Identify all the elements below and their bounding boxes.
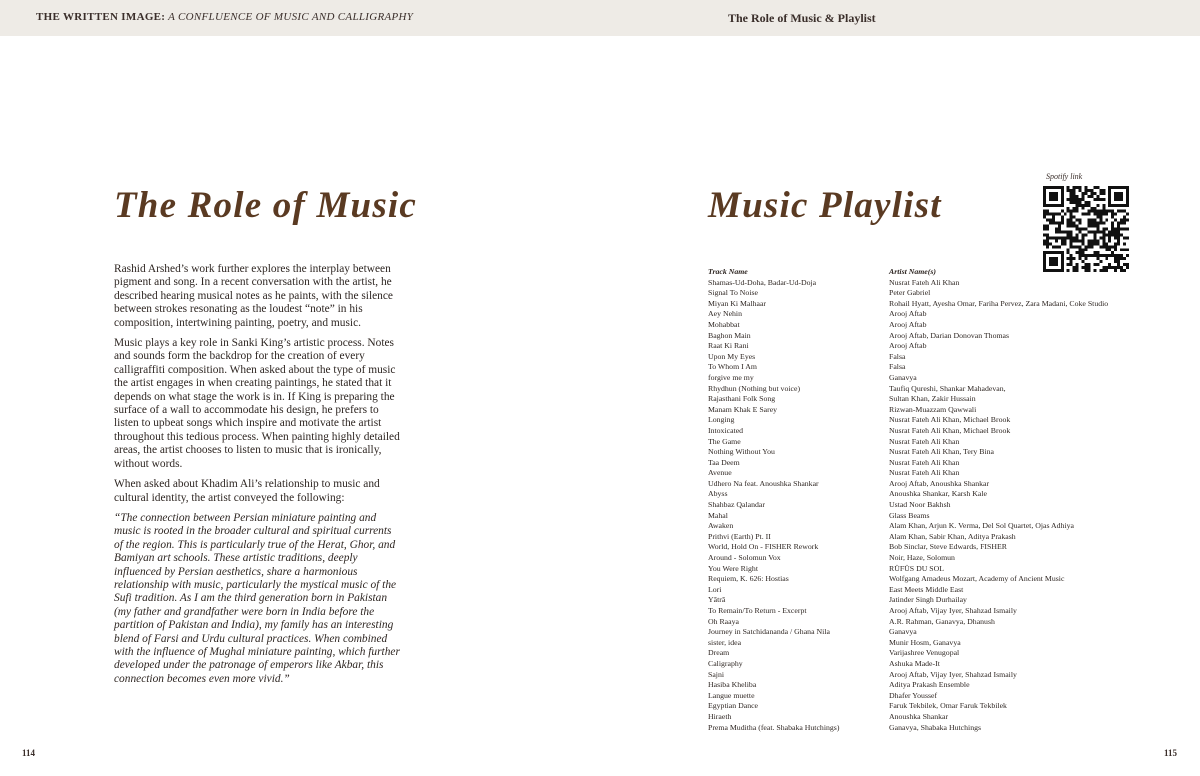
track-name: Journey in Satchidananda / Ghana Nila [708,627,830,637]
artist-name: Varijashree Venugopal [889,648,960,658]
artist-name: Faruk Tekbilek, Omar Faruk Tekbilek [889,701,1007,711]
artist-name: Alam Khan, Sabir Khan, Aditya Prakash [889,531,1016,541]
artist-name: Nusrat Fateh Ali Khan, Michael Brook [889,415,1011,425]
left-page-title: The Role of Music [114,185,418,226]
track-name-header: Track Name [708,267,748,276]
track-name: Mahal [708,510,728,520]
track-name: Egyptian Dance [708,701,759,711]
artist-name: Arooj Aftab [889,319,927,329]
artist-name: Sultan Khan, Zakir Hussain [889,394,976,404]
track-name: Shamas-Ud-Doha, Badar-Ud-Doja [708,277,817,287]
page-number-left: 114 [22,748,36,758]
track-name: To Remain/To Return - Excerpt [708,606,807,615]
artist-name-header: Artist Name(s) [889,267,936,276]
track-name: Longing [708,415,735,425]
track-name: sister, idea [708,637,742,647]
track-name: Baghon Main [708,330,751,340]
artist-name: Nusrat Fateh Ali Khan, Michael Brook [889,425,1011,435]
artist-name: Arooj Aftab [889,309,927,319]
track-name: Sajni [708,669,725,679]
track-name: Rhydhun (Nothing but voice) [708,383,801,393]
track-name: Awaken [708,521,734,531]
artist-name: Glass Beams [889,510,930,520]
artist-name: Taufiq Qureshi, Shankar Mahadevan, [889,383,1006,393]
artist-name: Nusrat Fateh Ali Khan, Tery Bina [889,447,994,457]
track-name: Upon My Eyes [708,351,756,361]
body-paragraph: When asked about Khadim Ali’s relationship to music and cultural identity, the artist conveyed the following: [114,478,380,504]
artist-name: RÜFÜS DU SOL [889,563,945,573]
book-title-main: THE WRITTEN IMAGE: [36,11,166,23]
track-name: World, Hold On - FISHER Rework [708,542,819,552]
spotify-link-label: Spotify link [1046,172,1083,181]
left-page-body [114,263,400,693]
artist-name: Ganavya [889,627,917,637]
track-name: To Whom I Am [708,362,757,372]
artist-name: Jatinder Singh Durhailay [889,595,967,605]
artist-name: East Meets Middle East [889,584,964,594]
track-name: Dream [708,648,730,658]
artist-name: Nusrat Fateh Ali Khan [889,457,960,467]
artist-name: Arooj Aftab, Darian Donovan Thomas [889,330,1010,340]
track-name: Intoxicated [708,425,744,435]
track-name: Hasiba Kheliba [708,680,757,690]
artist-name: Rizwan-Muazzam Qawwali [889,404,977,414]
track-name: Mohabbat [708,319,740,329]
track-name: Requiem, K. 626: Hostias [708,574,789,584]
artist-name: Alam Khan, Arjun K. Verma, Del Sol Quartet, Ojas Adhiya [889,521,1075,531]
artist-name: Peter Gabriel [889,288,931,298]
track-name: The Game [708,436,741,446]
spotify-qr-code[interactable] [1043,186,1129,272]
artist-name: Ustad Noor Bakhsh [889,500,951,510]
running-header-book-title [36,11,413,23]
artist-name: A.R. Rahman, Ganavya, Dhanush [889,616,995,626]
artist-name: Arooj Aftab, Vijay Iyer, Shahzad Ismaily [889,606,1017,615]
track-name: Manam Khak E Sarey [708,404,778,414]
track-name: Hiraeth [708,711,732,721]
right-page-title: Music Playlist [708,185,942,226]
artist-name: Dhafer Youssef [889,690,938,700]
track-name: Shahbaz Qalandar [708,500,765,510]
page-number-right: 115 [1164,748,1178,758]
track-name: Caligraphy [708,658,743,668]
track-name: Abyss [708,489,728,499]
track-name: Prema Muditha (feat. Shabaka Hutchings) [708,722,840,732]
running-header-section-title: The Role of Music & Playlist [728,11,876,25]
track-name: Lori [708,584,722,594]
track-name: Raat Ki Rani [708,341,749,351]
artist-name: Ganavya, Shabaka Hutchings [889,722,982,732]
artist-name: Ashuka Made-It [889,658,940,668]
track-name: Udhero Na feat. Anoushka Shankar [708,478,819,488]
artist-name: Rohail Hyatt, Ayesha Omar, Fariha Pervez, Zara Madani, Coke Studio [889,298,1109,308]
artist-name: Bob Sinclar, Steve Edwards, FISHER [889,542,1007,552]
track-name: Oh Raaya [708,616,739,626]
running-header-bar [0,0,1200,36]
track-name: Around - Solomun Vox [708,553,781,563]
track-name: Signal To Noise [708,288,758,298]
artist-name: Anoushka Shankar, Karsh Kale [889,489,987,499]
track-name: Nothing Without You [708,447,775,457]
artist-name-column [889,267,1169,733]
track-name: Prithvi (Earth) Pt. II [708,531,771,541]
track-name: Taa Deem [708,457,740,467]
artist-quote: “The connection between Persian miniature painting and music is rooted in the broader cultural and spiritual currents of the region. This is particularly true of the Herat, Ghor, and Bamiyan art schools. These artistic traditions, deeply influenced by Persian aesthetics, share a harmonious relationship with music, particularly the mystical music of the Sufi tradition. As I am the third generation born in Pakistan (my father and grandfather were born in India before the partition of Pakistan and India), my family has an interesting blend of Farsi and Urdu cultural practices. When combined with the influence of Mughal miniature painting, which further developed under the patronage of emperors like Akbar, this connection becomes even more vivid.” [114,511,400,685]
artist-name: Wolfgang Amadeus Mozart, Academy of Ancient Music [889,574,1065,584]
artist-name: Nusrat Fateh Ali Khan [889,436,960,446]
track-name-column [708,267,883,733]
artist-name: Aditya Prakash Ensemble [889,680,970,690]
book-title-subtitle: A CONFLUENCE OF MUSIC AND CALLIGRAPHY [165,11,414,23]
artist-name: Anoushka Shankar [889,711,949,721]
artist-name: Arooj Aftab, Vijay Iyer, Shahzad Ismaily [889,669,1017,679]
track-name: Yātrā [708,595,726,605]
artist-name: Ganavya [889,372,917,382]
artist-name: Arooj Aftab [889,341,927,351]
body-paragraph: Music plays a key role in Sanki King’s artistic process. Notes and sounds form the backdrop for the creation of every calligraffiti composition. When asked about the type of music the artist engages in when creating paintings, he stated that it depends on what stage the work is in. If King is preparing the surface of a wall to accommodate his design, he prefers to listen to upbeat songs which inspire and motivate the artist throughout this tedious process. When painting highly detailed areas, the artist chooses to listen to music that is ironically, without words. [114,337,400,470]
artist-name: Falsa [889,362,906,372]
artist-name: Nusrat Fateh Ali Khan [889,277,960,287]
track-name: Langue muette [708,690,755,700]
artist-name: Arooj Aftab, Anoushka Shankar [889,478,990,488]
track-name: You Were Right [708,563,758,573]
artist-name: Noir, Haze, Solomun [889,553,955,563]
track-name: Avenue [708,468,732,478]
body-paragraph: Rashid Arshed’s work further explores the interplay between pigment and song. In a recent conversation with the artist, he described hearing musical notes as he paints, with the silence between strokes resonating as the loudest “note” in his composition, intertwining painting, poetry, and music. [114,263,393,329]
artist-name: Nusrat Fateh Ali Khan [889,468,960,478]
track-name: Miyan Ki Malhaar [708,298,767,308]
artist-name: Munir Hosm, Ganavya [889,637,961,647]
track-name: Rajasthani Folk Song [708,394,776,404]
track-name: forgive me my [708,372,754,382]
artist-name: Falsa [889,351,906,361]
track-name: Aey Nehin [708,309,742,319]
